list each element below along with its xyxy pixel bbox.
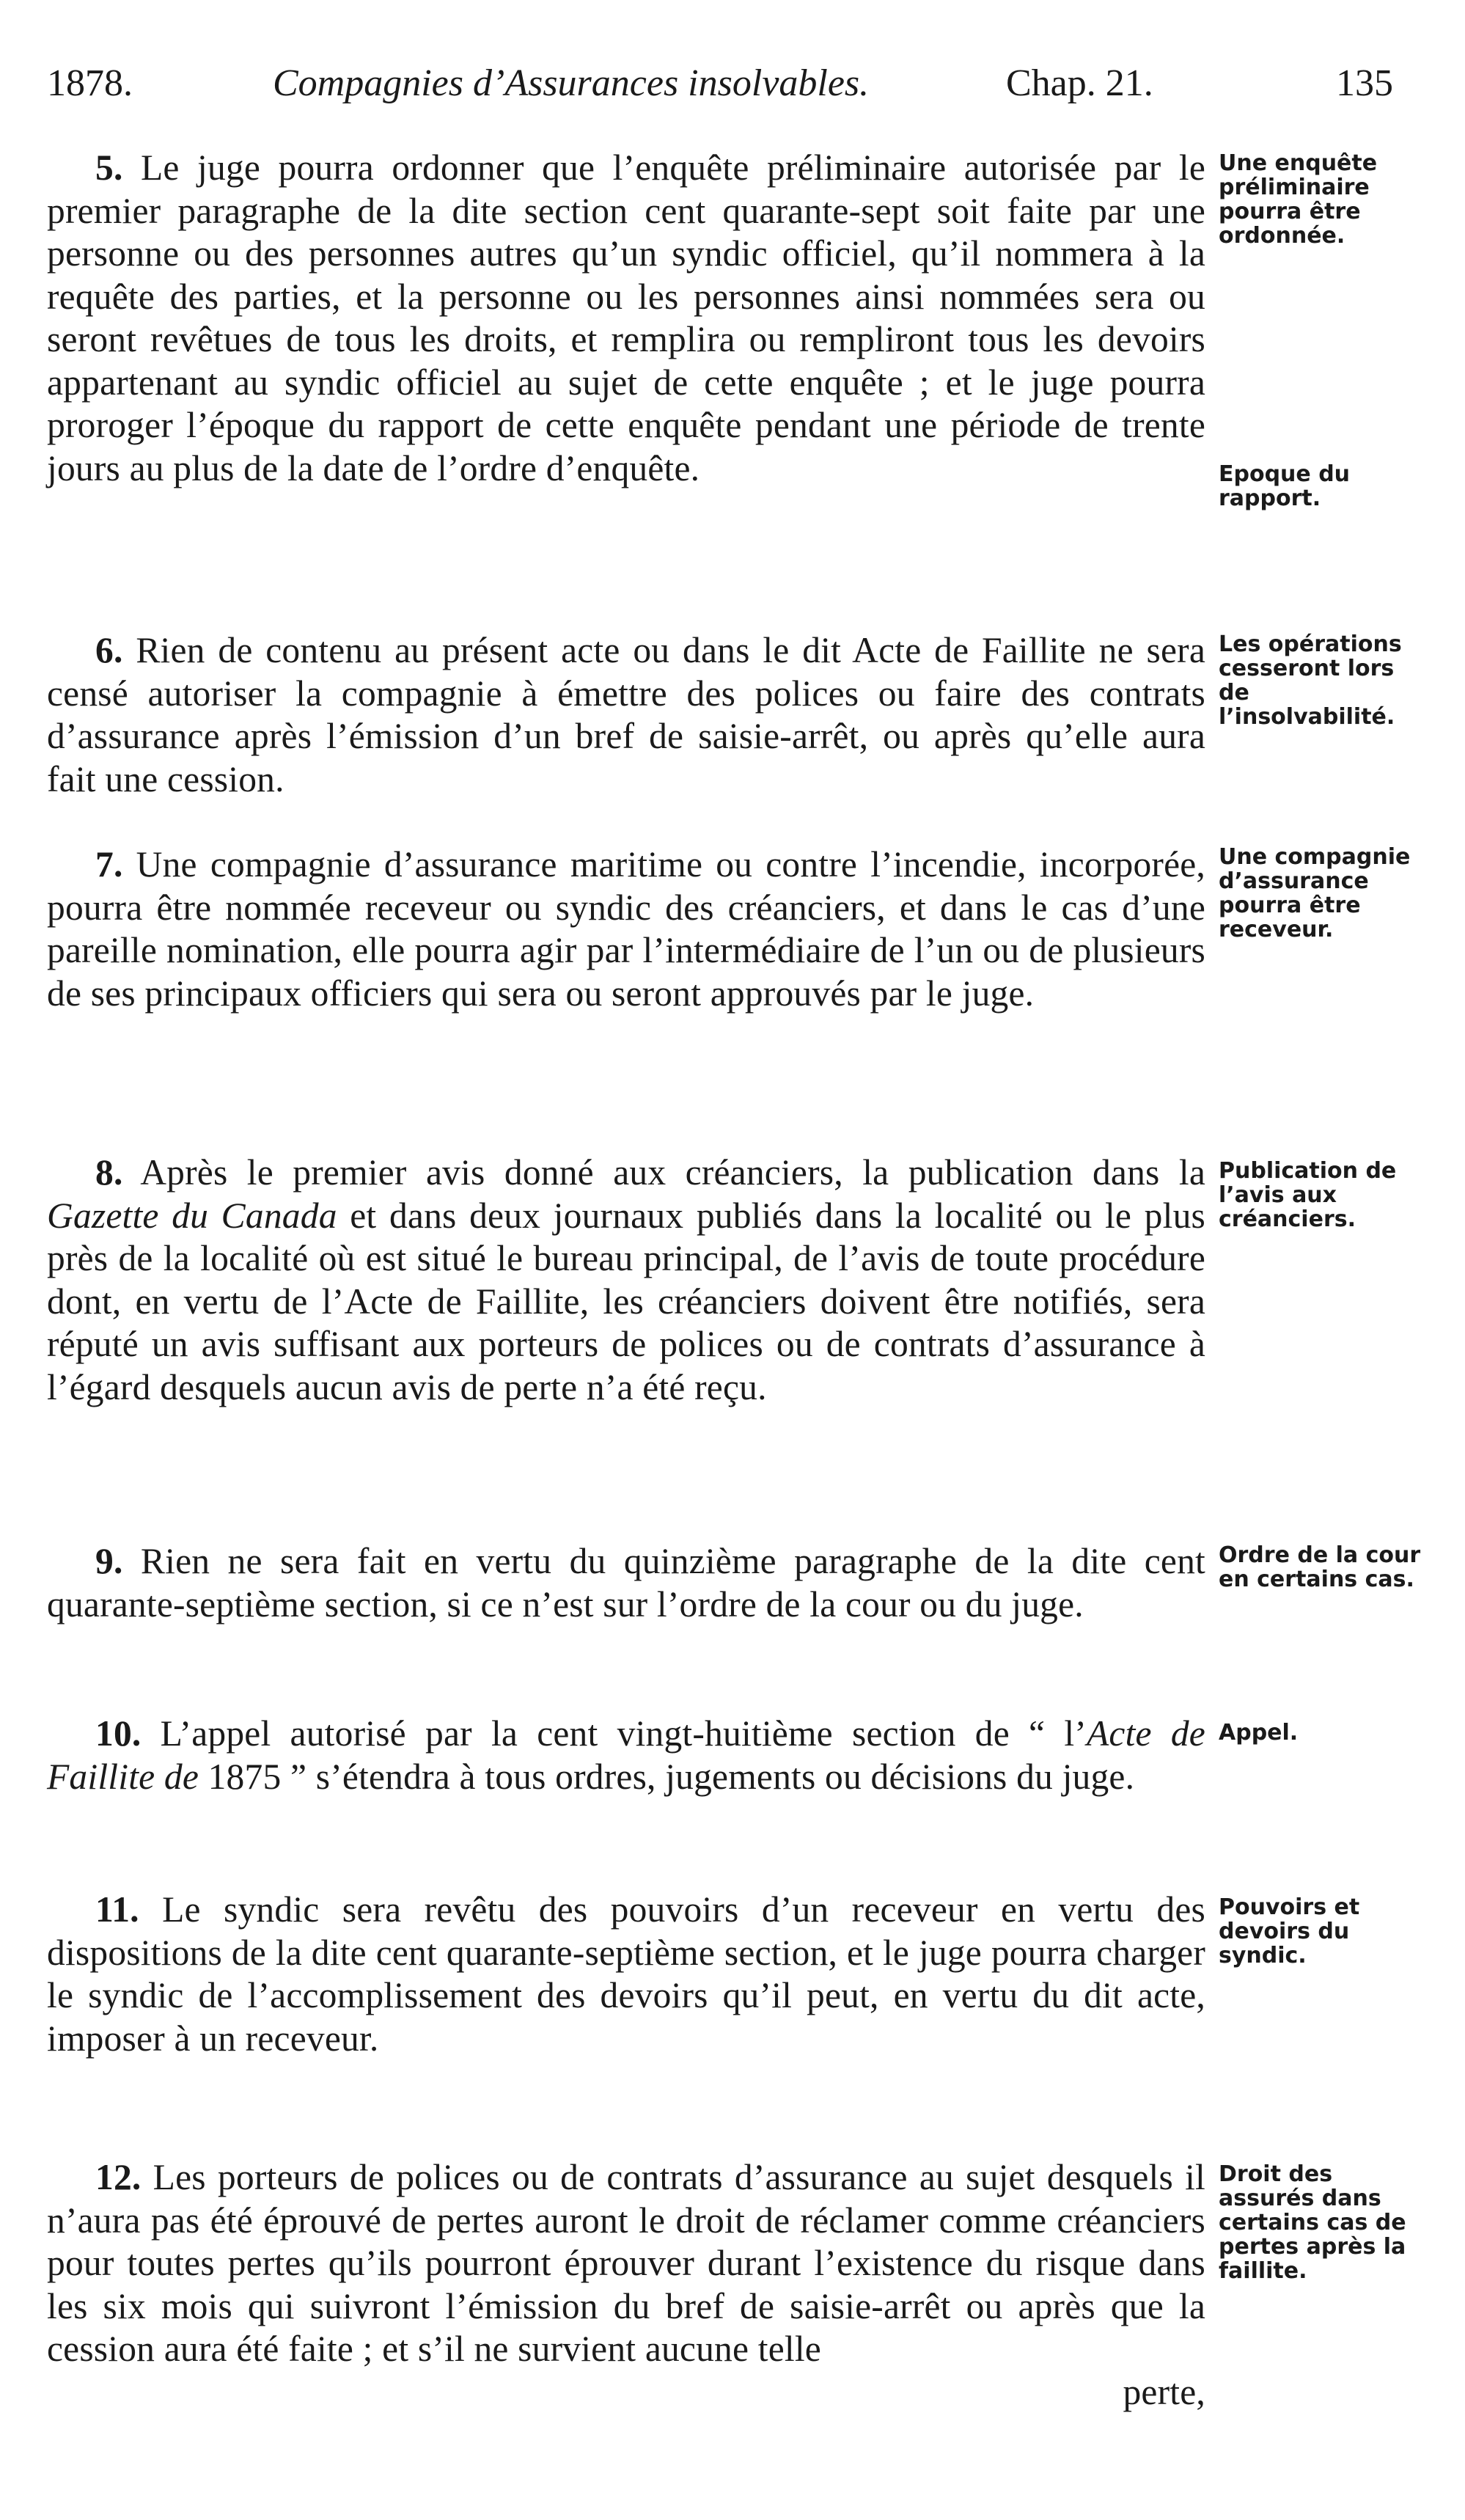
section-9-text bbox=[47, 1540, 1205, 1626]
section-12-text bbox=[47, 2156, 1205, 2371]
section-number: 8. bbox=[95, 1152, 123, 1193]
margin-note-publication: Publication de l’avis aux créanciers. bbox=[1219, 1158, 1397, 1232]
section-body: Les porteurs de polices ou de contrats d’assurance au sujet desquels il n’aura pas été éprouvé de pertes auront le droit de réclamer comme créanciers pour toutes pertes qu’ils pourront éprouver durant l’existence du risque dans les six mois qui suivront l’émission du bref de saisie-arrêt ou après que la cession aura été faite ; et s’il ne survient aucune telle bbox=[47, 2157, 1206, 2369]
section-5-text bbox=[47, 147, 1205, 490]
section-number: 12. bbox=[95, 2157, 142, 2197]
section-body-end: 1875 ” s’étendra à tous ordres, jugements ou décisions du juge. bbox=[208, 1756, 1135, 1797]
section-7-text bbox=[47, 843, 1205, 1015]
section-11-text bbox=[47, 1889, 1205, 2060]
section-body: Rien de contenu au présent acte ou dans le dit Acte de Faillite ne sera censé autoriser la compagnie à émettre des polices ou faire des contrats d’assurance après l’émission d’un bref de saisie-arrêt, ou après qu’elle aura fait une cession. bbox=[47, 630, 1206, 799]
margin-note-pouvoirs: Pouvoirs et devoirs du syndic. bbox=[1219, 1894, 1360, 1968]
header-title: Compagnies d’Assurances insolvables. bbox=[273, 62, 870, 104]
section-body: Le juge pourra ordonner que l’enquête préliminaire autorisée par le premier paragraphe de la dite section cent quarante-sept soit faite par une personne ou des personnes autres qu’un syndic officiel, qu’il nommera à la requête des parties, et la personne ou les personnes ainsi nommées sera ou seront revêtues de tous les droits, et remplira ou rempliront tous les devoirs appartenant au syndic officiel au sujet de cette enquête ; et le juge pourra proroger l’époque du rapport de cette enquête pendant une période de trente jours au plus de la date de l’ordre d’enquête. bbox=[47, 147, 1206, 488]
margin-note-appel: Appel. bbox=[1219, 1720, 1299, 1746]
section-body-start: Après le premier avis donné aux créanciers, la publication dans la bbox=[140, 1152, 1205, 1193]
section-body: Rien ne sera fait en vertu du quinzième paragraphe de la dite cent quarante-septième section, si ce n’est sur l’ordre de la cour ou du juge. bbox=[47, 1541, 1205, 1625]
margin-note-epoque: Epoque du rapport. bbox=[1219, 461, 1351, 511]
section-8-text bbox=[47, 1151, 1205, 1409]
section-12 bbox=[47, 2156, 1205, 2414]
header-year: 1878. bbox=[47, 62, 133, 104]
section-10-text bbox=[47, 1713, 1205, 1798]
running-header bbox=[0, 62, 1465, 113]
section-8 bbox=[47, 1151, 1205, 1409]
section-number: 10. bbox=[95, 1713, 142, 1754]
section-11 bbox=[47, 1889, 1205, 2060]
acte-title: Acte de Faillite de bbox=[47, 1713, 1205, 1797]
section-5 bbox=[47, 147, 1205, 490]
margin-note-operations: Les opérations cesseront lors de l’insolvabilité. bbox=[1219, 631, 1402, 730]
section-10 bbox=[47, 1713, 1205, 1798]
catchword: perte, bbox=[1123, 2371, 1205, 2412]
margin-note-droit: Droit des assurés dans certains cas de pertes après la faillite. bbox=[1219, 2161, 1406, 2284]
section-6 bbox=[47, 629, 1205, 801]
section-body-end: et dans deux journaux publiés dans la localité ou le plus près de la localité où est situé le bureau principal, de l’avis de toute procédure dont, en vertu de l’Acte de Faillite, les créanciers doivent être notifiés, sera réputé un avis suffisant aux porteurs de polices ou de contrats d’assurance à l’égard desquels aucun avis de perte n’a été reçu. bbox=[47, 1195, 1206, 1407]
page-number: 135 bbox=[1336, 62, 1393, 104]
section-number: 5. bbox=[95, 147, 123, 188]
section-9 bbox=[47, 1540, 1205, 1626]
margin-note-enquete: Une enquête préliminaire pourra être ordonnée. bbox=[1219, 150, 1378, 249]
margin-note-compagnie: Une compagnie d’assurance pourra être receveur. bbox=[1219, 844, 1411, 942]
section-number: 7. bbox=[95, 844, 123, 884]
header-chapter: Chap. 21. bbox=[1006, 62, 1153, 104]
section-body: Une compagnie d’assurance maritime ou contre l’incendie, incorporée, pourra être nommée receveur ou syndic des créanciers, et dans le cas d’une pareille nomination, elle pourra agir par l’intermédiaire de l’un ou de plusieurs de ses principaux officiers qui sera ou seront approuvés par le juge. bbox=[47, 844, 1205, 1014]
gazette-title: Gazette du Canada bbox=[47, 1195, 337, 1236]
section-number: 6. bbox=[95, 630, 123, 670]
margin-note-ordre: Ordre de la cour en certains cas. bbox=[1219, 1542, 1421, 1592]
section-number: 9. bbox=[95, 1541, 123, 1581]
section-7 bbox=[47, 843, 1205, 1015]
section-6-text bbox=[47, 629, 1205, 801]
section-body: Le syndic sera revêtu des pouvoirs d’un receveur en vertu des dispositions de la dite cent quarante-septième section, et le juge pourra charger le syndic de l’accomplissement des devoirs qu’il peut, en vertu du dit acte, imposer à un receveur. bbox=[47, 1889, 1205, 2059]
section-number: 11. bbox=[95, 1889, 139, 1930]
section-body-start: L’appel autorisé par la cent vingt-huitième section de “ l’ bbox=[160, 1713, 1087, 1754]
